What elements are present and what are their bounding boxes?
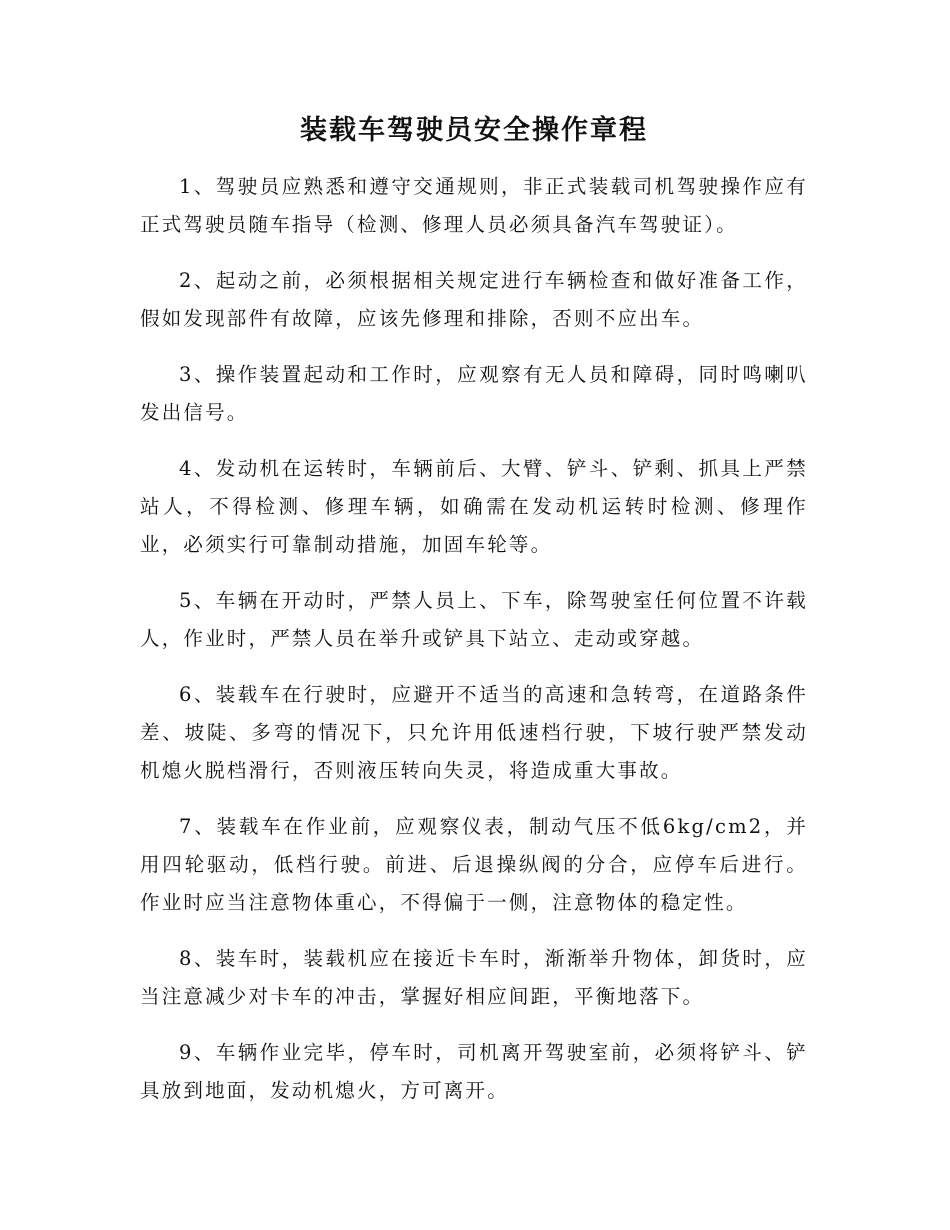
- paragraph-3: 3、操作装置起动和工作时，应观察有无人员和障碍，同时鸣喇叭发出信号。: [140, 363, 808, 424]
- document-page: [140, 108, 808, 1128]
- paragraph-8: 8、装车时，装载机应在接近卡车时，渐渐举升物体，卸货时，应当注意减少对卡车的冲击，掌握好相应间距，平衡地落下。: [140, 947, 808, 1008]
- paragraph-1: 1、驾驶员应熟悉和遵守交通规则，非正式装载司机驾驶操作应有正式驾驶员随车指导（检测、修理人员必须具备汽车驾驶证）。: [140, 175, 808, 236]
- document-title: 装载车驾驶员安全操作章程: [300, 115, 648, 146]
- paragraph-5: 5、车辆在开动时，严禁人员上、下车，除驾驶室任何位置不许载人，作业时，严禁人员在举升或铲具下站立、走动或穿越。: [140, 589, 808, 650]
- paragraph-2: 2、起动之前，必须根据相关规定进行车辆检查和做好准备工作，假如发现部件有故障，应该先修理和排除，否则不应出车。: [140, 269, 808, 330]
- paragraph-4: 4、发动机在运转时，车辆前后、大臂、铲斗、铲剩、抓具上严禁站人，不得检测、修理车辆，如确需在发动机运转时检测、修理作业，必须实行可靠制动措施，加固车轮等。: [140, 457, 808, 556]
- paragraph-9: 9、车辆作业完毕，停车时，司机离开驾驶室前，必须将铲斗、铲具放到地面，发动机熄火，方可离开。: [140, 1041, 808, 1102]
- paragraph-6: 6、装载车在行驶时，应避开不适当的高速和急转弯，在道路条件差、坡陡、多弯的情况下，只允许用低速档行驶，下坡行驶严禁发动机熄火脱档滑行，否则液压转向失灵，将造成重大事故。: [140, 683, 808, 782]
- paragraph-7: 7、装载车在作业前，应观察仪表，制动气压不低6kg/cm2，并用四轮驱动，低档行驶。前进、后退操纵阀的分合，应停车后进行。作业时应当注意物体重心，不得偏于一侧，注意物体的稳定性。: [140, 815, 808, 914]
